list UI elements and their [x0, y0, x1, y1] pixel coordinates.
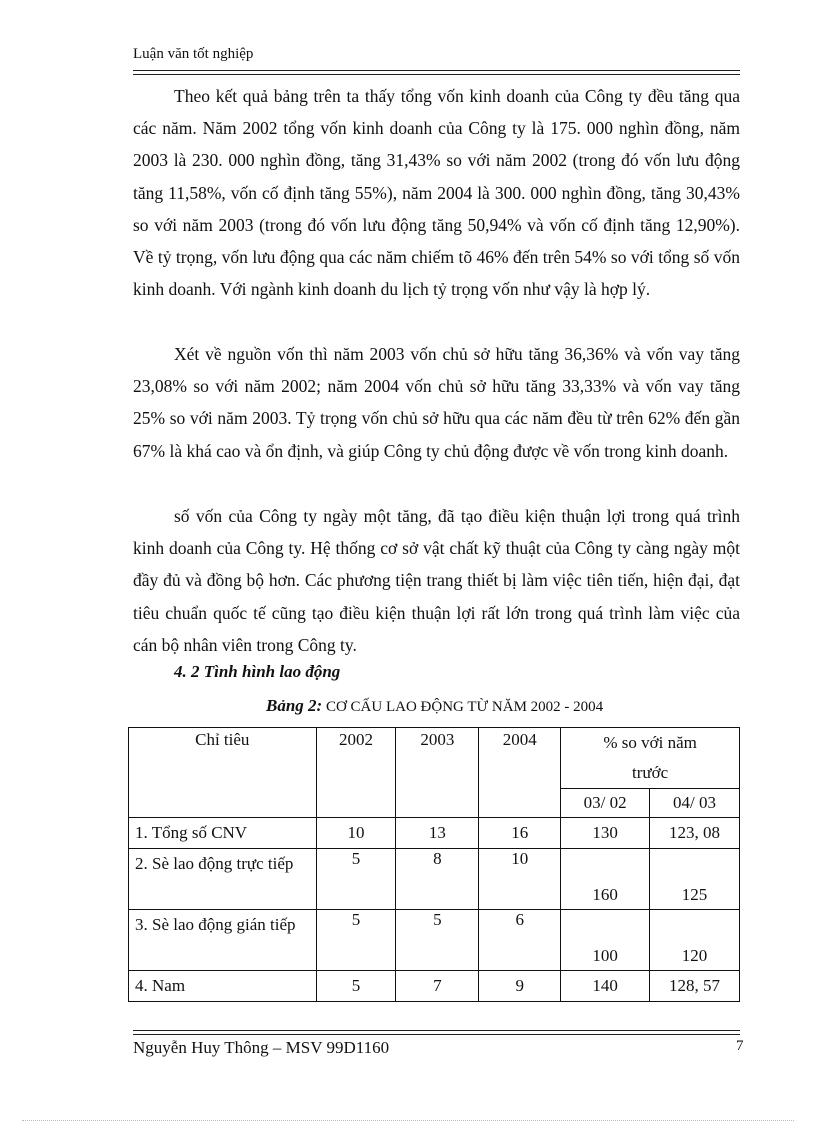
header-2004: 2004: [479, 728, 561, 818]
header-indicator: Chỉ tiêu: [129, 728, 317, 818]
table-caption-label: Bảng 2:: [266, 696, 323, 715]
cell-2004: 6: [479, 910, 561, 971]
paragraph-capital-growth: số vốn của Công ty ngày một tăng, đã tạo điều kiện thuận lợi trong quá trình kinh doanh của Công ty. Hệ thống cơ sở vật chất kỹ thuật của Công ty càng ngày một đầy đủ và đồng bộ hơn. Các phương tiện trang thiết bị làm việc tiên tiến, hiện đại, đạt tiêu chuẩn quốc tế cũng tạo điều kiện thuận lợi rất lớn trong quá trình làm việc của cán bộ nhân viên trong Công ty.: [133, 506, 740, 655]
cell-ratio-04-03: 125: [650, 849, 740, 910]
labor-structure-table: [128, 727, 740, 1002]
page-edge-divider: [22, 1120, 794, 1121]
cell-2004: 9: [479, 971, 561, 1002]
cell-ratio-03-02: 160: [561, 849, 650, 910]
cell-ratio-03-02: 130: [561, 818, 650, 849]
row-label: 2. Sè lao động trực tiếp: [129, 849, 317, 910]
row-label: 3. Sè lao động gián tiếp: [129, 910, 317, 971]
table-caption-text: CƠ CẤU LAO ĐỘNG TỪ NĂM 2002 - 2004: [322, 699, 604, 715]
header-2002: 2002: [316, 728, 396, 818]
header-ratio-03-02: 03/ 02: [561, 789, 650, 818]
header-divider: [133, 70, 740, 75]
table-row: [129, 910, 740, 971]
cell-2002: 5: [316, 849, 396, 910]
table-row: [129, 971, 740, 1002]
document-header: Luận văn tốt nghiệp: [133, 46, 254, 62]
table-row: [129, 818, 740, 849]
cell-ratio-03-02: 100: [561, 910, 650, 971]
cell-ratio-04-03: 120: [650, 910, 740, 971]
cell-ratio-04-03: 128, 57: [650, 971, 740, 1002]
row-label: 1. Tổng số CNV: [129, 818, 317, 849]
paragraph-capital-overview: Theo kết quả bảng trên ta thấy tổng vốn kinh doanh của Công ty đều tăng qua các năm. Năm 2002 tổng vốn kinh doanh của Công ty là 175. 000 nghìn đồng, năm 2003 là 230. 000 nghìn đồng, tăng 31,43% so với năm 2002 (trong đó vốn lưu động tăng 11,58%, vốn cố định tăng 55%), năm 2004 là 300. 000 nghìn đồng, tăng 30,43% so với năm 2003 (trong đó vốn lưu động tăng 50,94% và vốn cố định tăng 12,90%). Về tỷ trọng, vốn lưu động qua các năm chiếm tõ 46% đến trên 54% so với tổng số vốn kinh doanh. Với ngành kinh doanh du lịch tỷ trọng vốn như vậy là hợp lý.: [133, 86, 740, 300]
cell-2003: 8: [396, 849, 479, 910]
cell-ratio-03-02: 140: [561, 971, 650, 1002]
table-header-row: [129, 728, 740, 789]
cell-2003: 13: [396, 818, 479, 849]
paragraph-capital-sources: Xét về nguồn vốn thì năm 2003 vốn chủ sở hữu tăng 36,36% và vốn vay tăng 23,08% so với năm 2002; năm 2004 vốn chủ sở hữu tăng 33,33% và vốn vay tăng 25% so với năm 2003. Tỷ trọng vốn chủ sở hữu qua các năm đều từ trên 62% đến gần 67% là khá cao và ổn định, và giúp Công ty chủ động được về vốn trong kinh doanh.: [133, 344, 740, 461]
row-label: 4. Nam: [129, 971, 317, 1002]
cell-2004: 10: [479, 849, 561, 910]
header-2003: 2003: [396, 728, 479, 818]
table-caption: [266, 696, 603, 716]
header-ratio-04-03: 04/ 03: [650, 789, 740, 818]
section-title-labor: 4. 2 Tình hình lao động: [174, 662, 341, 681]
footer-author: Nguyễn Huy Thông – MSV 99D1160: [133, 1038, 390, 1057]
cell-2003: 5: [396, 910, 479, 971]
cell-ratio-04-03: 123, 08: [650, 818, 740, 849]
cell-2002: 5: [316, 910, 396, 971]
cell-2002: 10: [316, 818, 396, 849]
cell-2004: 16: [479, 818, 561, 849]
cell-2002: 5: [316, 971, 396, 1002]
page-number: 7: [736, 1038, 744, 1054]
table-row: [129, 849, 740, 910]
footer-divider: [133, 1030, 740, 1035]
header-percent-previous: % so với năm trước: [561, 728, 740, 789]
cell-2003: 7: [396, 971, 479, 1002]
